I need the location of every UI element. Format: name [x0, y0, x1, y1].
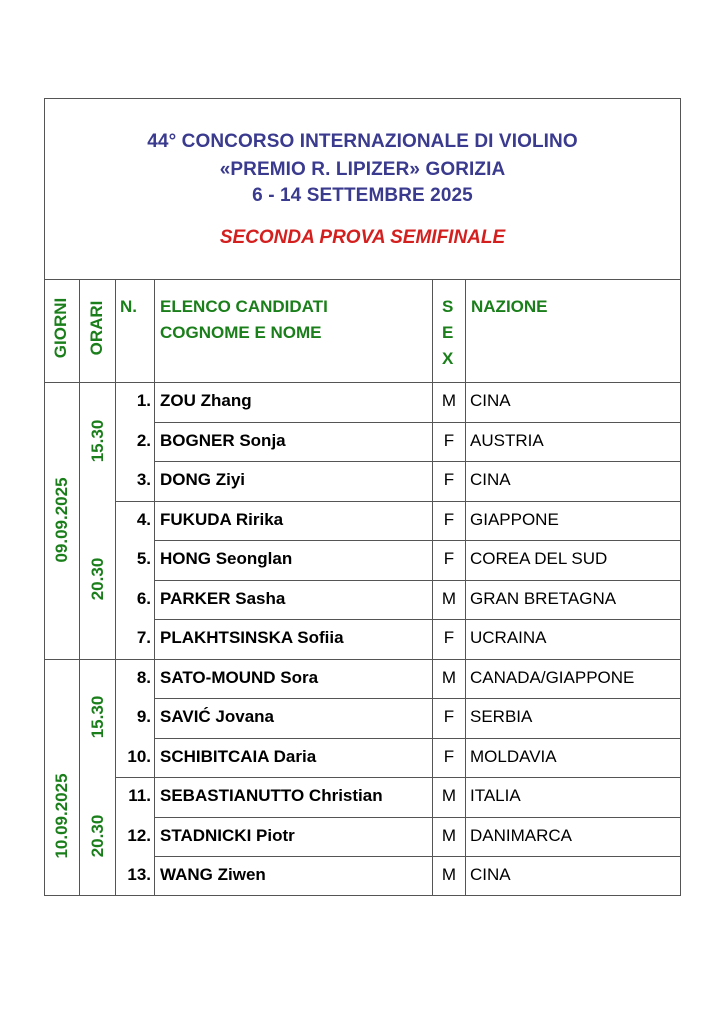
- row-separator: [45, 659, 680, 660]
- day-label: 09.09.2025: [52, 477, 71, 563]
- col-orari: ORARI: [87, 300, 106, 356]
- col-sex-e: E: [442, 323, 454, 342]
- row-number: 2.: [136, 430, 151, 450]
- candidate-sex: F: [443, 470, 455, 489]
- row-separator: [154, 698, 680, 699]
- day-label: 10.09.2025: [52, 773, 71, 859]
- row-number: 9.: [136, 707, 151, 726]
- row-separator: [154, 422, 680, 423]
- title-line-2: «PREMIO R. LIPIZER» GORIZIA: [219, 159, 506, 180]
- row-separator: [154, 856, 680, 857]
- col-nazione: NAZIONE: [471, 297, 548, 316]
- grid-line: [45, 382, 680, 383]
- candidate-name: SCHIBITCAIA Daria: [160, 746, 317, 766]
- col-sex-x: X: [442, 349, 454, 368]
- candidate-nation: UCRAINA: [470, 628, 547, 647]
- candidate-name: SATO-MOUND Sora: [160, 667, 319, 687]
- col-elenco-1: ELENCO CANDIDATI: [160, 297, 328, 316]
- candidate-name: HONG Seonglan: [160, 549, 293, 568]
- row-separator: [154, 580, 680, 581]
- col-sex-s: S: [442, 297, 454, 316]
- candidate-nation: CANADA/GIAPPONE: [470, 667, 635, 687]
- candidate-sex: M: [441, 391, 457, 410]
- candidate-sex: M: [441, 667, 457, 687]
- row-number: 6.: [136, 588, 151, 608]
- row-number: 5.: [136, 549, 151, 568]
- row-separator: [154, 619, 680, 620]
- candidate-nation: AUSTRIA: [470, 430, 544, 450]
- col-n: N.: [120, 297, 137, 316]
- candidate-name: DONG Ziyi: [160, 470, 246, 489]
- candidate-sex: F: [443, 707, 455, 726]
- row-number: 10.: [127, 746, 151, 766]
- candidate-name: FUKUDA Ririka: [160, 509, 284, 529]
- row-number: 1.: [136, 391, 151, 410]
- candidate-nation: GIAPPONE: [470, 509, 559, 529]
- row-number: 8.: [136, 667, 151, 687]
- candidate-name: SEBASTIANUTTO Christian: [160, 786, 383, 805]
- candidate-name: PLAKHTSINSKA Sofiia: [160, 628, 344, 647]
- time-label: 15.30: [88, 419, 107, 463]
- grid-line: [432, 280, 433, 896]
- row-number: 11.: [128, 786, 151, 805]
- row-number: 7.: [136, 628, 151, 647]
- row-separator: [154, 738, 680, 739]
- schedule-table: [44, 98, 681, 896]
- row-number: 13.: [127, 865, 151, 884]
- candidate-nation: GRAN BRETAGNA: [470, 588, 617, 608]
- grid-line: [79, 280, 80, 896]
- candidate-sex: M: [441, 825, 457, 845]
- grid-line: [115, 280, 116, 896]
- table-header: [45, 99, 680, 280]
- candidate-name: ZOU Zhang: [160, 391, 252, 410]
- candidate-sex: F: [443, 746, 455, 766]
- candidate-name: WANG Ziwen: [160, 865, 266, 884]
- row-separator: [115, 501, 680, 502]
- grid-line: [154, 280, 155, 896]
- grid-line: [465, 280, 466, 896]
- candidate-nation: CINA: [470, 391, 511, 410]
- candidate-nation: CINA: [470, 865, 511, 884]
- row-separator: [154, 817, 680, 818]
- candidate-sex: M: [441, 865, 457, 884]
- subtitle: SECONDA PROVA SEMIFINALE: [219, 227, 506, 248]
- row-separator: [115, 777, 680, 778]
- row-number: 3.: [136, 470, 151, 489]
- candidate-name: PARKER Sasha: [160, 588, 286, 608]
- candidate-sex: M: [441, 588, 457, 608]
- candidate-sex: F: [443, 509, 455, 529]
- row-separator: [154, 461, 680, 462]
- title-line-1: 44° CONCORSO INTERNAZIONALE DI VIOLINO: [147, 131, 578, 152]
- candidate-nation: SERBIA: [470, 707, 533, 726]
- time-label: 20.30: [88, 814, 107, 858]
- candidate-name: STADNICKI Piotr: [160, 825, 295, 845]
- candidate-sex: F: [443, 628, 455, 647]
- candidate-nation: MOLDAVIA: [470, 746, 557, 766]
- time-label: 15.30: [88, 695, 107, 739]
- title-line-3: 6 - 14 SETTEMBRE 2025: [252, 185, 473, 206]
- time-label: 20.30: [88, 557, 107, 601]
- candidate-nation: COREA DEL SUD: [470, 549, 608, 568]
- row-number: 12.: [127, 825, 151, 845]
- candidate-nation: ITALIA: [470, 786, 521, 805]
- row-number: 4.: [136, 509, 151, 529]
- col-giorni: GIORNI: [51, 297, 70, 359]
- candidate-name: SAVIĆ Jovana: [160, 707, 275, 726]
- candidate-nation: DANIMARCA: [470, 825, 573, 845]
- candidate-nation: CINA: [470, 470, 511, 489]
- candidate-sex: M: [441, 786, 457, 805]
- candidate-sex: F: [443, 430, 455, 450]
- row-separator: [154, 540, 680, 541]
- candidate-name: BOGNER Sonja: [160, 430, 286, 450]
- col-elenco-2: COGNOME E NOME: [160, 323, 322, 342]
- candidate-sex: F: [443, 549, 455, 568]
